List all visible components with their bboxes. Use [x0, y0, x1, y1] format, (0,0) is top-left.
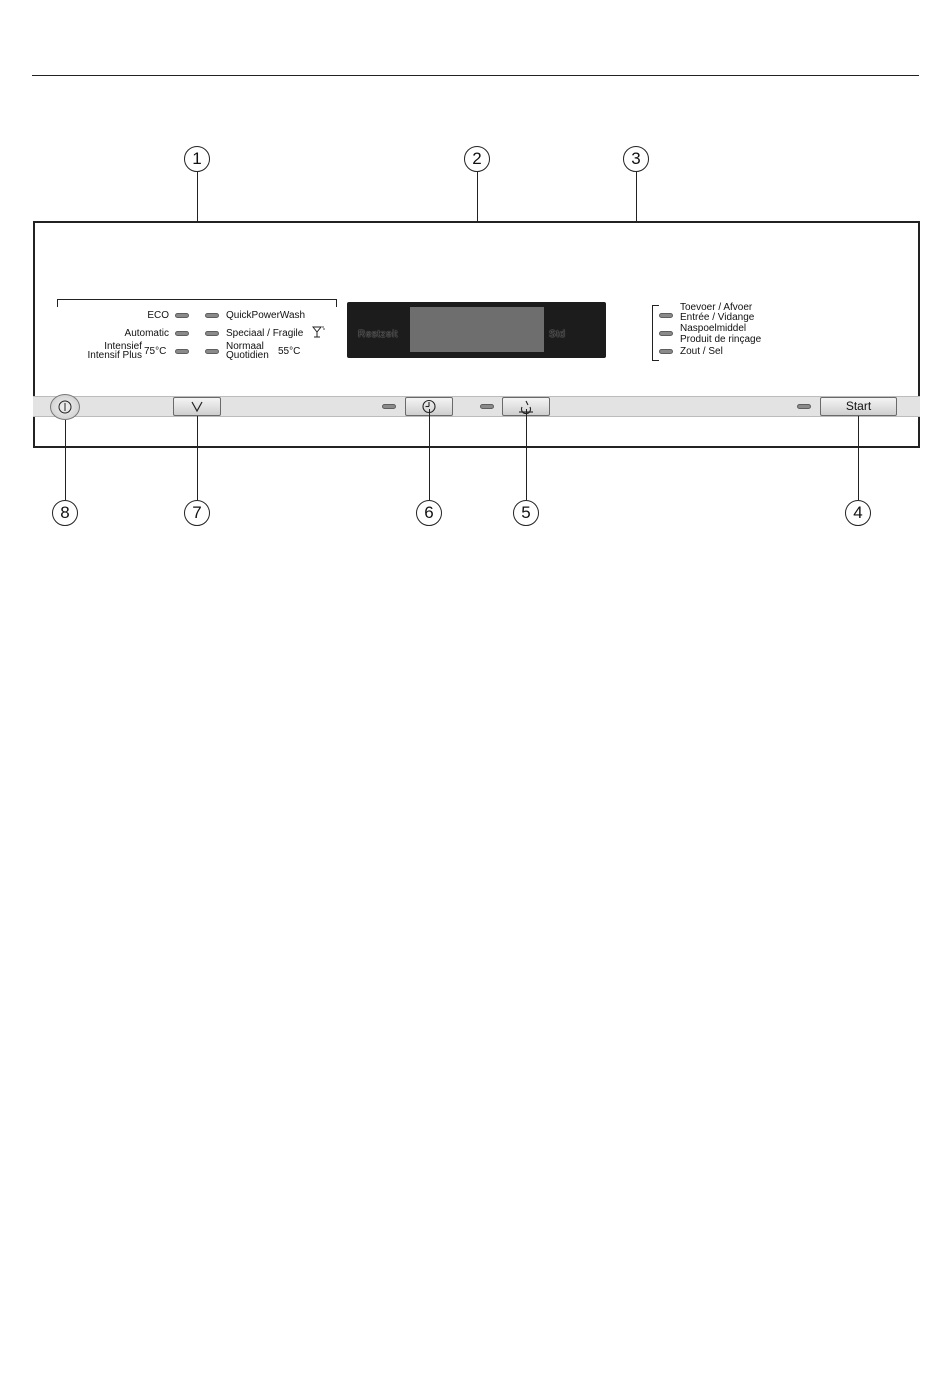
program-select-button[interactable]: [173, 397, 221, 416]
status-inlet-drain-line2: Entrée / Vidange: [680, 312, 755, 323]
leader-7: [197, 416, 198, 500]
status-rinse-aid-line1: Naspoelmiddel: [680, 323, 747, 334]
wine-glass-icon: [312, 326, 326, 339]
status-inlet-drain-led: [659, 313, 673, 318]
program-normaal-led: [205, 349, 219, 354]
auto-open-led: [480, 404, 494, 409]
program-intensief-line1: Intensief: [104, 341, 142, 352]
display-remaining-time-label: Restzeit: [358, 329, 399, 340]
status-bracket-bottom: [652, 360, 659, 361]
status-rinse-aid-led: [659, 331, 673, 336]
status-bracket-top: [652, 305, 659, 306]
callout-1: 1: [184, 146, 210, 172]
chevron-down-icon: [174, 398, 220, 415]
program-quickpowerwash-led: [205, 313, 219, 318]
program-normaal-line2: Quotidien: [226, 350, 269, 361]
status-rinse-aid-line2: Produit de rinçage: [680, 334, 762, 345]
power-icon: [51, 395, 79, 419]
leader-6: [429, 409, 430, 500]
button-strip: [33, 396, 920, 417]
start-led: [797, 404, 811, 409]
header-rule: [32, 75, 919, 76]
callout-3: 3: [623, 146, 649, 172]
program-eco-led: [175, 313, 189, 318]
start-button[interactable]: Start: [820, 397, 897, 416]
callout-8: 8: [52, 500, 78, 526]
power-button[interactable]: [50, 394, 80, 420]
program-bracket-left: [57, 299, 58, 307]
status-bracket: [652, 305, 653, 360]
callout-2: 2: [464, 146, 490, 172]
callout-6: 6: [416, 500, 442, 526]
program-speciaal-label: Speciaal / Fragile: [226, 328, 304, 339]
display-hours-label: Std: [549, 329, 566, 340]
status-salt-label: Zout / Sel: [680, 346, 723, 357]
program-automatic-led: [175, 331, 189, 336]
leader-8: [65, 420, 66, 500]
program-automatic-label: Automatic: [124, 328, 169, 339]
program-bracket: [57, 299, 337, 300]
status-salt-led: [659, 349, 673, 354]
program-intensief-line2: Intensif Plus: [87, 350, 142, 361]
program-speciaal-led: [205, 331, 219, 336]
delay-start-led: [382, 404, 396, 409]
program-intensief-temp: 75°C: [144, 346, 167, 357]
program-bracket-right: [336, 299, 337, 307]
display-screen: [410, 307, 544, 352]
program-quickpowerwash-label: QuickPowerWash: [226, 310, 306, 321]
status-inlet-drain-line1: Toevoer / Afvoer: [680, 302, 753, 313]
program-normaal-line1: Normaal: [226, 341, 264, 352]
leader-5: [526, 409, 527, 500]
program-eco-label: ECO: [147, 310, 169, 321]
program-intensief-led: [175, 349, 189, 354]
callout-5: 5: [513, 500, 539, 526]
callout-4: 4: [845, 500, 871, 526]
callout-7: 7: [184, 500, 210, 526]
leader-4: [858, 416, 859, 500]
program-normaal-temp: 55°C: [278, 346, 301, 357]
